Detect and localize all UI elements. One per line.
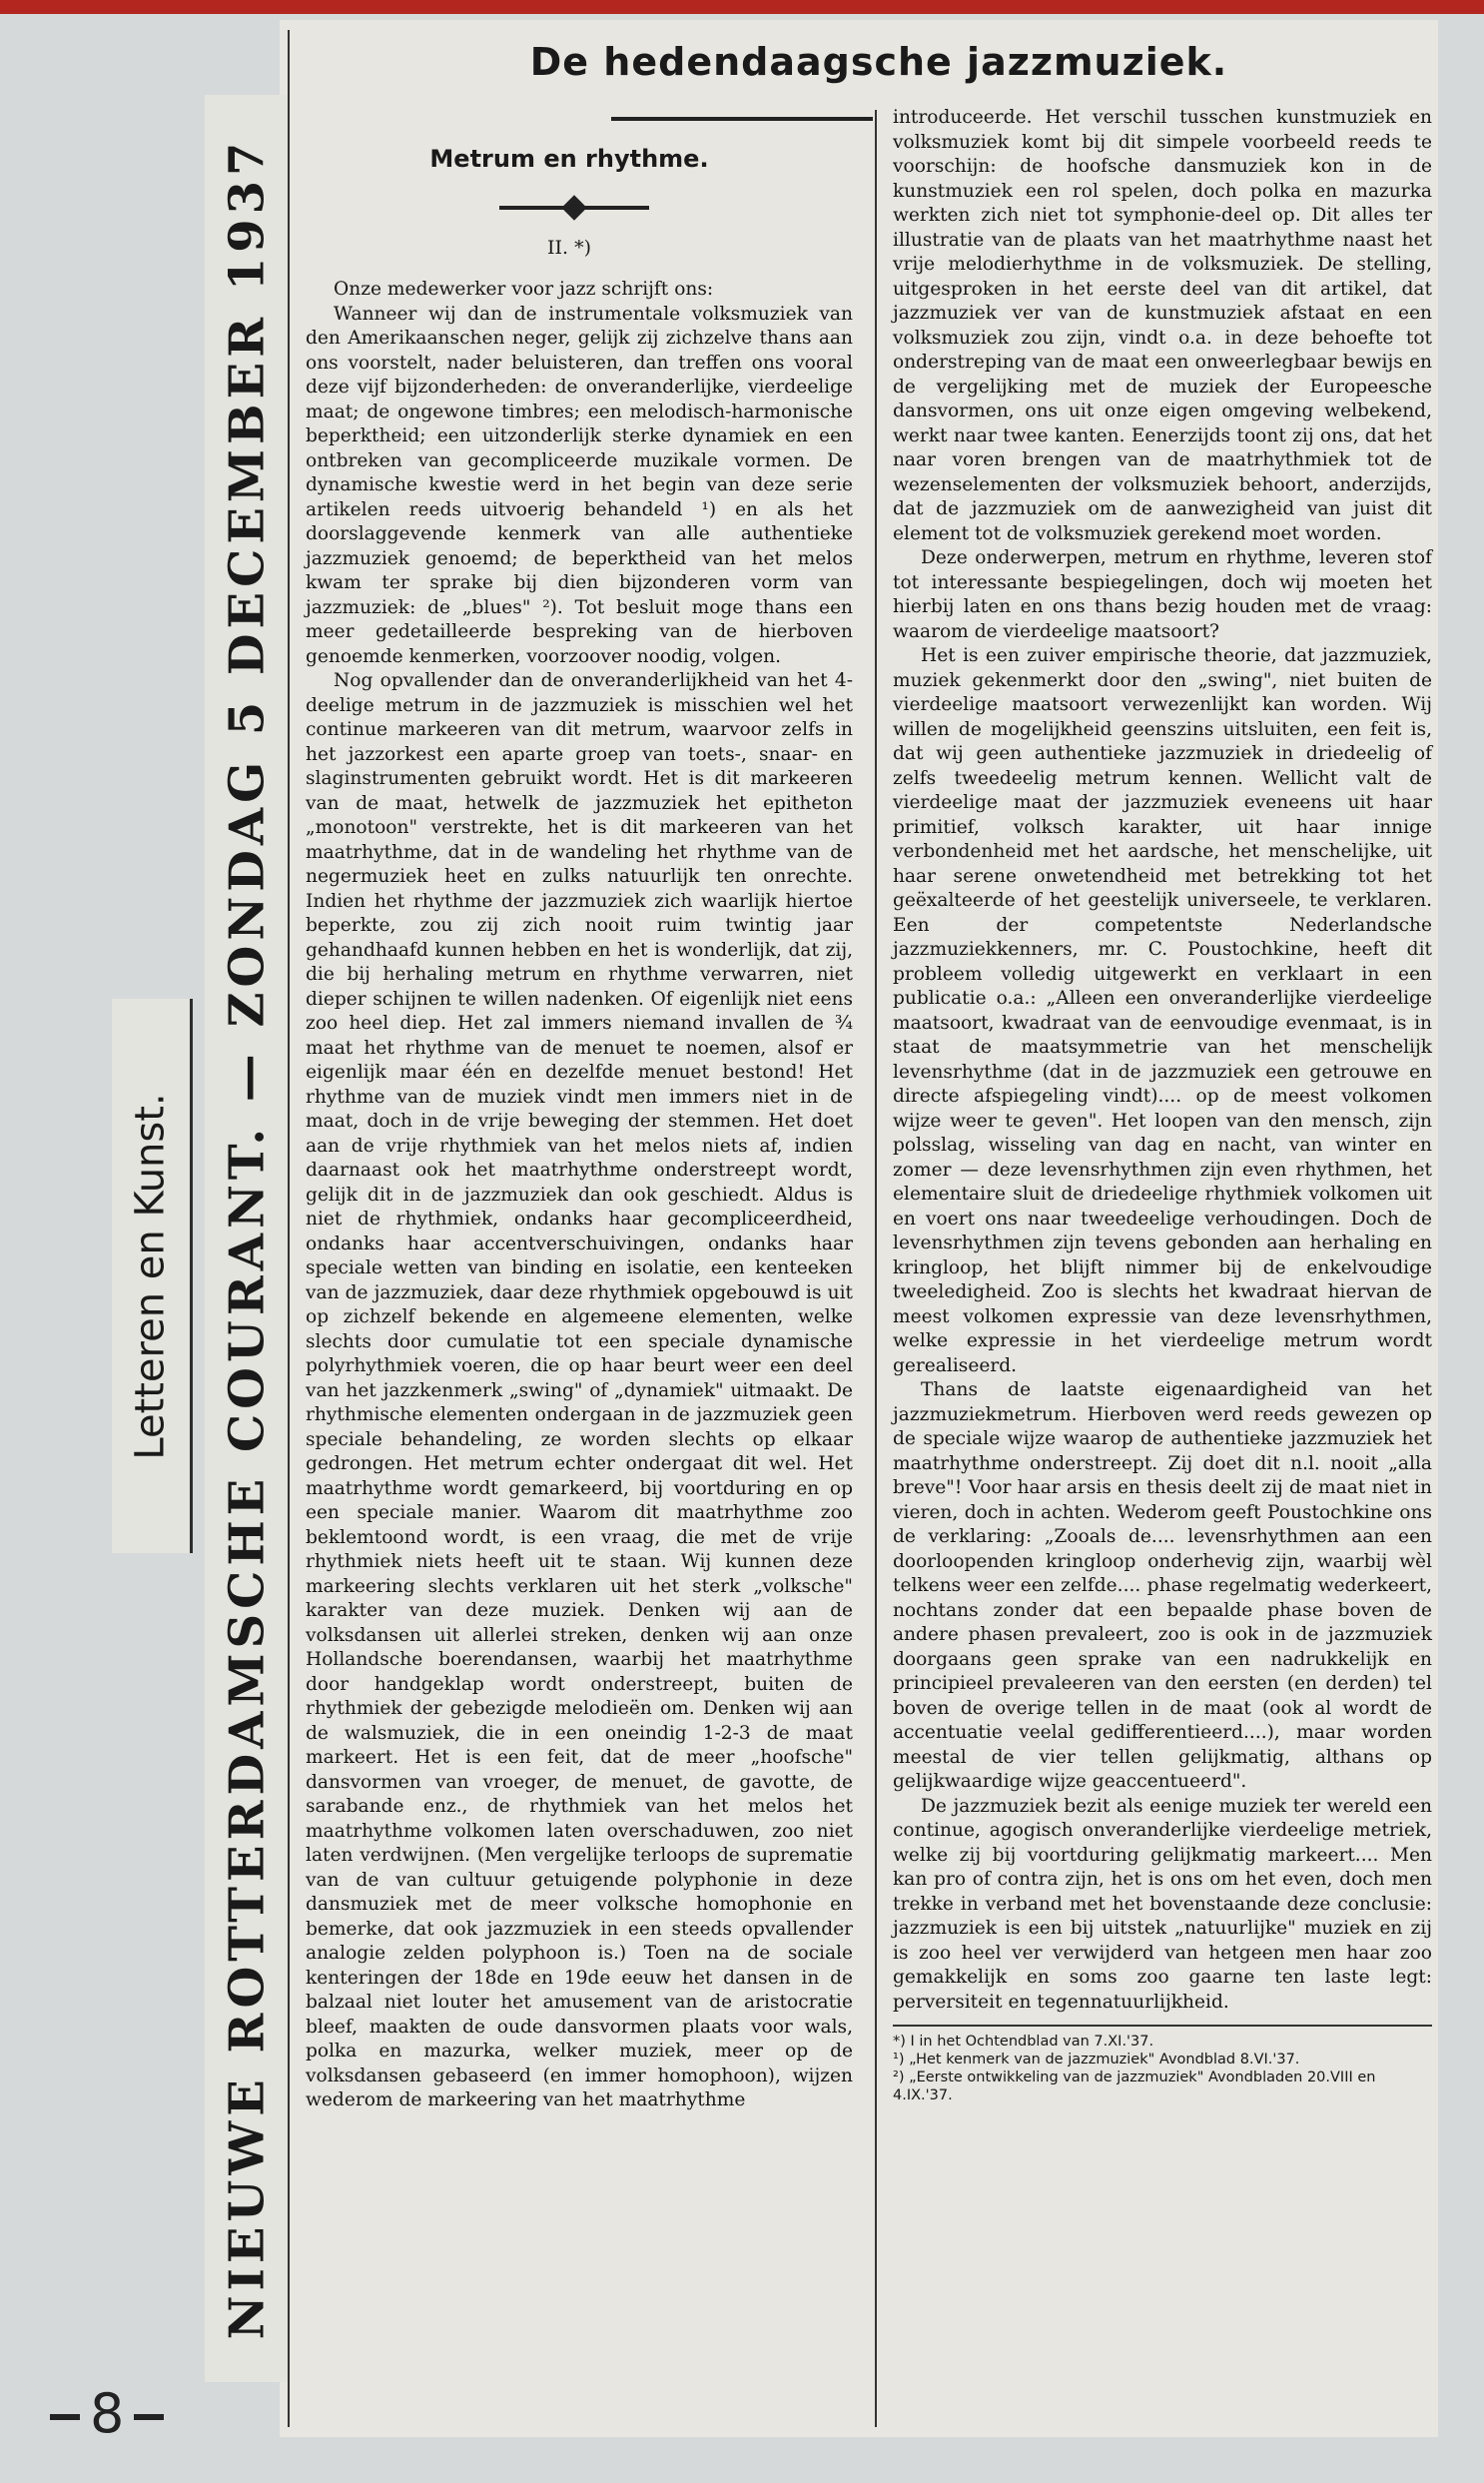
divider-ornament bbox=[499, 206, 649, 210]
footnote: *) I in het Ochtendblad van 7.XI.'37. bbox=[893, 2034, 1154, 2050]
page-number bbox=[40, 2382, 174, 2445]
page-number-text: 8 bbox=[90, 2382, 125, 2445]
section-strip bbox=[112, 999, 193, 1553]
dash-right bbox=[134, 2414, 164, 2420]
source-strip-text: NIEUWE ROTTERDAMSCHE COURANT. — ZONDAG 5 DECEMBER 1937 bbox=[219, 137, 276, 2340]
right-column bbox=[893, 106, 1432, 2418]
column-rule-middle bbox=[875, 110, 877, 2427]
paragraph: Deze onderwerpen, metrum en rhythme, leveren stof tot interessante bespiegelingen, doch wij moeten het hierbij laten en ons thans bezig houden met de vraag: waarom de vierdeelige maatsoort? bbox=[893, 547, 1432, 642]
headline-rule bbox=[611, 117, 873, 121]
dash-left bbox=[50, 2414, 80, 2420]
paragraph: Nog opvallender dan de onveranderlijkheid van het 4-deelige metrum in de jazzmuziek is misschien wel het continue markeeren van dit metrum, waarvoor zelfs in het jazzorkest een aparte groep van toets-, snaar- en slaginstrumenten gebruikt wordt. Het is dit markeeren van de maat, hetwelk de jazzmuziek het epitheton „monotoon" verstrekte, het is dit markeeren van het maatrhythme, dat in de wandeling het rhythme van de negermuziek heet en zulks natuurlijk ten onrechte. Indien het rhythme der jazzmuziek zich waarlijk hiertoe beperkte, zou zij zich nooit ruim twintig jaar gehandhaafd kunnen hebben en het is wonderlijk, dat zij, die bij herhaling metrum en rhythme verwarren, niet dieper schijnen te willen nadenken. Of eigenlijk niet eens zoo heel diep. Het zal immers niemand invallen de ¾ maat het rhythme van de menuet te noemen, alsof er eigenlijk maar één en dezelfde menuet bestond! Het rhythme van de muziek vindt men immers niet in de maat, doch in de vrije beweging der stemmen. Het doet aan de vrije rhythmiek van het melos niets af, indien daarnaast ook het maatrhythme onderstreept wordt, gelijk dit in de jazzmuziek dan ook geschiedt. Aldus is niet de rhythmiek, ondanks haar gecompliceerdheid, ondanks haar accentverschuivingen, ondanks haar speciale wetten van binding en isolatie, een kenteeken van de jazzmuziek, daar deze rhythmiek opgebouwd is uit op zichzelf bekende en algemeene elementen, welke slechts door cumulatie tot een speciale dynamische polyrhythmiek voeren, die op haar beurt weer een deel van het jazzkenmerk „swing" of „dynamiek" uitmaakt. De rhythmische elementen ondergaan in de jazzmuziek geen speciale behandeling, ze worden slechts op elkaar gedrongen. Het metrum echter ondergaat dit wel. Het maatrhythme wordt gemarkeerd, bij voortduring en op een speciale manier. Waarom dit maatrhythme zoo beklemtoond wordt, is een vraag, die met de vrije rhythmiek niets heeft uit te staan. Wij kunnen deze markeering slechts verklaren uit het sterk „volksche" karakter van deze muziek. Denken wij aan de volksdansen uit allerlei streken, denken wij aan onze Hollandsche boerendansen, waarbij het maatrhythme door handgeklap wordt onderstreept, buiten de rhythmiek der gebezigde melodieën om. Denken wij aan de walsmuziek, die in een oneindig 1-2-3 de maat markeert. Het is een feit, dat de meer „hoofsche" dansvormen van vroeger, de menuet, de gavotte, de sarabande enz., de rhythmiek van het melos het maatrhythme volkomen laten overschaduwen, zoo niet laten verdwijnen. (Men vergelijke terloops de suprematie van de van cultuur getuigende polyphonie in deze dansmuziek met de meer volksche homophonie en bemerke, dat ook jazzmuziek in een steeds opvallender analogie zelden polyphoon is.) Toen na de sociale kenteringen der 18de en 19de eeuw het dansen in de balzaal niet louter het amusement van de aristocratie bleef, maakten de oude dansvormen plaats voor wals, polka en mazurka, welker muziek, meer op de volksdansen gebaseerd (en immer homophoon), wijzen wederom de markeering van het maatrhythme bbox=[306, 670, 853, 2110]
paragraph: Wanneer wij dan de instrumentale volksmuziek van den Amerikaanschen neger, gelijk zij zichzelve thans aan ons voorstelt, nader beluisteren, dan treffen ons vooral deze vijf bijzonderheden: de onveranderlijke, vierdeelige maat; de ongewone timbres; een melodisch-harmonische beperktheid; een uitzonderlijk sterke dynamiek en een ontbreken van gecompliceerde muzikale vormen. De dynamische kwestie werd in het begin van deze serie artikelen reeds uitvoerig behandeld ¹) en als het doorslaggevende kenmerk van alle authentieke jazzmuziek genoemd; de beperktheid van het melos kwam ter sprake bij dien bijzonderen vorm van jazzmuziek: de „blues" ²). Tot besluit moge thans een meer gedetailleerde bespreking van de hierboven genoemde kenmerken, voorzoover noodig, volgen. bbox=[306, 303, 853, 667]
article-part-number: II. *) bbox=[546, 237, 591, 259]
paragraph: Onze medewerker voor jazz schrijft ons: bbox=[334, 279, 714, 300]
article-subheadline: Metrum en rhythme. bbox=[429, 145, 709, 173]
footnote: ¹) „Het kenmerk van de jazzmuziek" Avondblad 8.VI.'37. bbox=[893, 2052, 1300, 2068]
footnotes bbox=[893, 2025, 1432, 2104]
paragraph: Thans de laatste eigenaardigheid van het jazzmuziekmetrum. Hierboven werd reeds gewezen op de speciale wijze waarop de authentieke jazzmuziek het maatrhythme onderstreept. Zij doet dit n.l. nooit „alla breve"! Voor haar arsis en thesis deelt zij de maat niet in vieren, doch in achten. Wederom geeft Poustochkine ons de verklaring: „Zooals de.... levensrhythmen aan een doorloopenden kringloop onderhevig zijn, waarbij wèl telkens weer een zelfde.... phase regelmatig wederkeert, nochtans zonder dat een bepaalde phase boven de andere phasen prevaleert, zoo is ook in de jazzmuziek doorgaans geen sprake van een nadrukkelijk en principieel prevaleeren van den eersten (en derden) tel boven de overige tellen in de maat (ook al wordt de accentuatie veelal gedifferentieerd....), maar worden meestal de vier tellen gelijkmatig, althans op gelijkwaardige wijze geaccentueerd". bbox=[893, 1379, 1432, 1792]
article-headline: De hedendaagsche jazzmuziek. bbox=[529, 40, 1228, 84]
left-column bbox=[306, 278, 853, 2407]
column-rule-left bbox=[288, 30, 290, 2427]
section-strip-text: Letteren en Kunst. bbox=[128, 1092, 175, 1460]
paragraph: Het is een zuiver empirische theorie, dat jazzmuziek, muziek gekenmerkt door den „swing", niet buiten de vierdeelige maatsoort verwezenlijkt kan worden. Wij willen de mogelijkheid geenszins uitsluiten, een feit is, dat wij geen authentieke jazzmuziek in driedeelig of zelfs tweedeelig metrum kennen. Wellicht valt de vierdeelige maat der jazzmuziek eveneens uit haar primitief, volksch karakter, uit haar innige verbondenheid met het aardsche, het menschelijke, uit haar serene onwetendheid met betrekking tot het geëxalteerde of het geestelijk universeele, te verklaren. Een der competentste Nederlandsche jazzmuziekkenners, mr. C. Poustochkine, heeft dit probleem volledig uitgewerkt en verklaart in een publicatie o.a.: „Alleen een onveranderlijke vierdeelige maatsoort, kwadraat van de eenvoudige evenmaat, is in staat de maatsymmetrie van het menschelijk levensrhythme (dat in de jazzmuziek een getrouwe en directe afspiegeling vindt).... op de meest volkomen wijze weer te geven". Het loopen van den mensch, zijn polsslag, wisseling van dag en nacht, van winter en zomer — deze levensrhythmen zijn even rhythmen, het elementaire sluit de driedeelige rhythmiek volkomen uit en voert ons naar tweedeelige verhoudingen. Doch de levensrhythmen zijn tevens gebonden aan herhaling en kringloop, het blijft nimmer bij de enkelvoudige tweeledigheid. Zoo is slechts het kwadraat hiervan de meest volkomen expressie van deze levensrhythmen, welke expressie in het vierdeelige metrum wordt gerealiseerd. bbox=[893, 645, 1432, 1376]
paragraph: De jazzmuziek bezit als eenige muziek ter wereld een continue, agogisch onveranderlijke vierdeelige metriek, welke zij bij voortduring gelijkmatig markeert.... Men kan pro of contra zijn, het is ons om het even, doch men trekke in verband met het bovenstaande deze conclusie: jazzmuziek is een bij uitstek „natuurlijke" muziek en zij is zoo heel ver verwijderd van hetgeen men haar zoo gemakkelijk en soms zoo gaarne ten laste legt: perversiteit en tegennatuurlijkheid. bbox=[893, 1795, 1432, 2013]
paragraph-continuation: introduceerde. Het verschil tusschen kunstmuziek en volksmuziek komt bij dit simpele voorbeeld reeds te voorschijn: de hoofsche dansmuziek kon in de kunstmuziek een rol spelen, doch polka en mazurka werkten zich niet tot symphonie-deel op. Dit alles ter illustratie van de plaats van het maatrhythme naast het vrije melodierhythme in de volksmuziek. De stelling, uitgesproken in het eerste deel van dit artikel, dat jazzmuziek ver van de kunstmuziek afstaat en een volksmuziek zou zijn, vindt o.a. in deze behoefte tot onderstreping van de maat een onweerlegbaar bewijs en de vergelijking met de muziek der Europeesche dansvormen, ons uit onze eigen omgeving welbekend, werkt naar twee kanten. Eenerzijds toont zij ons, dat het naar voren brengen van de maatrhythmiek tot de wezenselementen der volksmuziek behoort, anderzijds, dat de jazzmuziek om de aanwezigheid van juist dit element tot de volksmuziek gerekend moet worden. bbox=[893, 107, 1432, 544]
footnote: ²) „Eerste ontwikkeling van de jazzmuziek" Avondbladen 20.VIII en 4.IX.'37. bbox=[893, 2069, 1376, 2103]
source-strip bbox=[205, 95, 290, 2382]
top-red-strip bbox=[0, 0, 1484, 14]
